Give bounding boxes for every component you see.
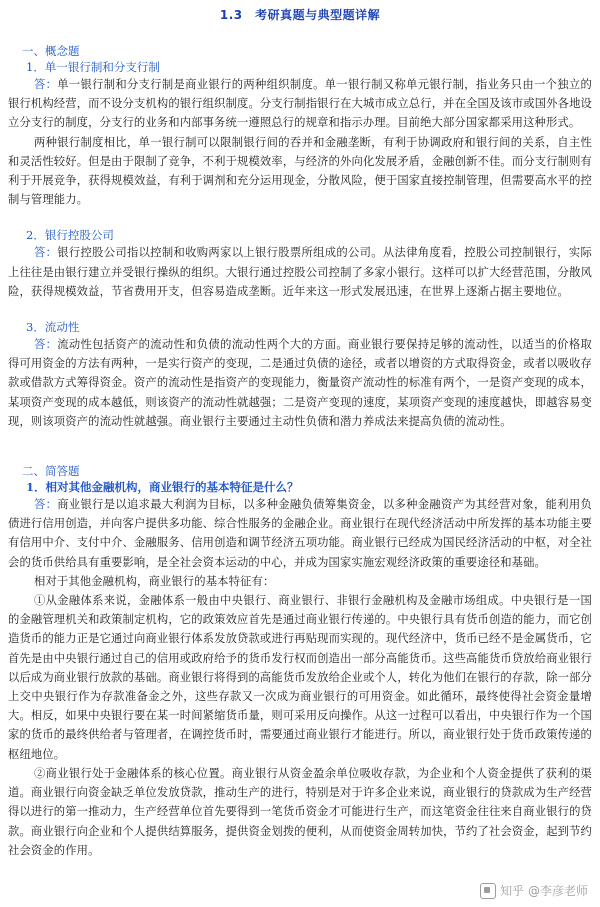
answer-text: 商业银行是以追求最大利润为目标，以多种金融负债筹集资金，以多种金融资产为其经营对象，能利用负债进行信用创造，并向客户提供多功能、综合性服务的金融企业。商业银行在现代经济活动中所发挥的基本功能主要有信用中介、支付中介、金融服务、信用创造和调节经济五项功能。商业银行已经成为国民经济活动的中枢，对全社会的货币供给具有重要影响，是全社会资本运动的中心，并成为国家实施宏观经济政策的重要途径和基础。 bbox=[8, 498, 592, 569]
answer-text: 单一银行制和分支行制是商业银行的两种组织制度。单一银行制又称单元银行制，指业务只由一个独立的银行机构经营，而不设分支机构的银行组织制度。分支行制指银行在大城市成立总行，并在全国及该市或国外各地设立分支行的制度，分支行的业务和内部事务统一遵照总行的规章和指示办理。目前绝大部分国家都采用这种形式。 bbox=[8, 78, 592, 130]
page-title: 1.3 考研真题与典型题详解 bbox=[219, 8, 381, 22]
answer-label: 答： bbox=[34, 246, 58, 260]
section-heading-concepts: 一、概念题 bbox=[22, 44, 80, 58]
answer-paragraph bbox=[8, 243, 592, 301]
watermark bbox=[480, 882, 588, 899]
question-title: 2．银行控股公司 bbox=[26, 228, 114, 243]
answer-label: 答： bbox=[34, 498, 58, 512]
question-title: 1．单一银行制和分支行制 bbox=[26, 60, 160, 74]
answer-text: 银行控股公司指以控制和收购两家以上银行股票所组成的公司。从法律角度看，控股公司控制银行，实际上往往是由银行建立并受银行操纵的组织。大银行通过控股公司控制了多家小银行。这样可以扩大经营范围，分散风险，获得规模效益，节省费用开支，但容易造成垄断。近年来这一形式发展迅速，在世界上逐渐占据主要地位。 bbox=[8, 246, 592, 298]
answer-paragraph bbox=[8, 75, 592, 133]
answer-text: 流动性包括资产的流动性和负债的流动性两个大的方面。商业银行要保持足够的流动性，以适当的价格取得可用资金的方法有两种，一是实行资产的变现，二是通过负债的途径，或者以增资的方式取得资金，或者以吸收存款或借款方式筹得资金。资产的流动性是指资产的变现能力，衡量资产流动性的标准有两个，一是资产变现的成本，某项资产变现的成本越低，则该资产的流动性就越强；二是资产变现的速度，某项资产变现的速度越快，即越容易变现，则该项资产的流动性就越强。商业银行主要通过主动性负债和潜力养成法来提高负债的流动性。 bbox=[8, 338, 592, 428]
section-heading-short-answer: 二、简答题 bbox=[22, 464, 80, 479]
answer-paragraph: 相对于其他金融机构，商业银行的基本特征有： bbox=[34, 574, 275, 588]
question-title: 1．相对其他金融机构，商业银行的基本特征是什么？ bbox=[26, 480, 299, 495]
answer-label: 答： bbox=[34, 78, 58, 91]
question-title: 3．流动性 bbox=[26, 320, 80, 335]
answer-paragraph: ①从金融体系来说，金融体系一般由中央银行、商业银行、非银行金融机构及金融市场组成。中央银行是一国的金融管理机关和政策制定机构，它的政策效应首先是通过商业银行传递的。中央银行具有货币创造的能力，而它创造货币的能力正是它通过向商业银行体系发放贷款或进行再贴现而实现的。现代经济中，货币已经不是金属货币，它首先是由中央银行通过自己的信用或政府给予的货币发行权而创造出一部分高能货币。这些高能货币贷放给商业银行以后成为商业银行放款的基础。商业银行将得到的高能货币发放给企业或个人，转化为他们在银行的存款，除一部分上交中央银行作为存款准备金之外，这些存款又一次成为商业银行的可用资金。如此循环，最终使得社会资金量增大。相反，如果中央银行要在某一时间紧缩货币量，则可采用反向操作。从这一过程可以看出，中央银行作为一个国家的货币的最终供给者与管理者，在调控货币时，需要通过商业银行才能进行。所以，商业银行处于货币政策传递的枢纽地位。 bbox=[8, 594, 592, 761]
answer-paragraph: ②商业银行处于金融体系的核心位置。商业银行从资金盈余单位吸收存款，为企业和个人资金提供了获利的渠道。商业银行向资金缺乏单位发放贷款，推动生产的进行，特别是对于许多企业来说，商业银行的贷款成为生产经营得以进行的第一推动力，生产经营单位首先要得到一笔货币资金才可能进行生产，而这笔资金往往来自商业银行的贷款。商业银行向企业和个人提供结算服务，提供资金划拨的便利，从而使资金周转加快，节约了社会资金，起到节约社会资金的作用。 bbox=[8, 766, 592, 857]
zhihu-logo-icon bbox=[480, 883, 496, 899]
answer-paragraph: 两种银行制度相比，单一银行制可以限制银行间的吞并和金融垄断，有利于协调政府和银行间的关系，自主性和灵活性较好。但是由于限制了竞争，不利于规模效率，与经济的外向化发展矛盾，金融创新不佳。而分支行制则有利于开展竞争，获得规模效益，有利于调剂和充分运用现金，分散风险，便于国家直接控制管理，但需要高水平的控制与管理能力。 bbox=[8, 135, 592, 207]
answer-label: 答： bbox=[34, 338, 58, 352]
answer-paragraph bbox=[8, 335, 592, 431]
watermark-text: 知乎 @李彦老师 bbox=[500, 884, 588, 898]
answer-paragraph bbox=[8, 495, 592, 572]
